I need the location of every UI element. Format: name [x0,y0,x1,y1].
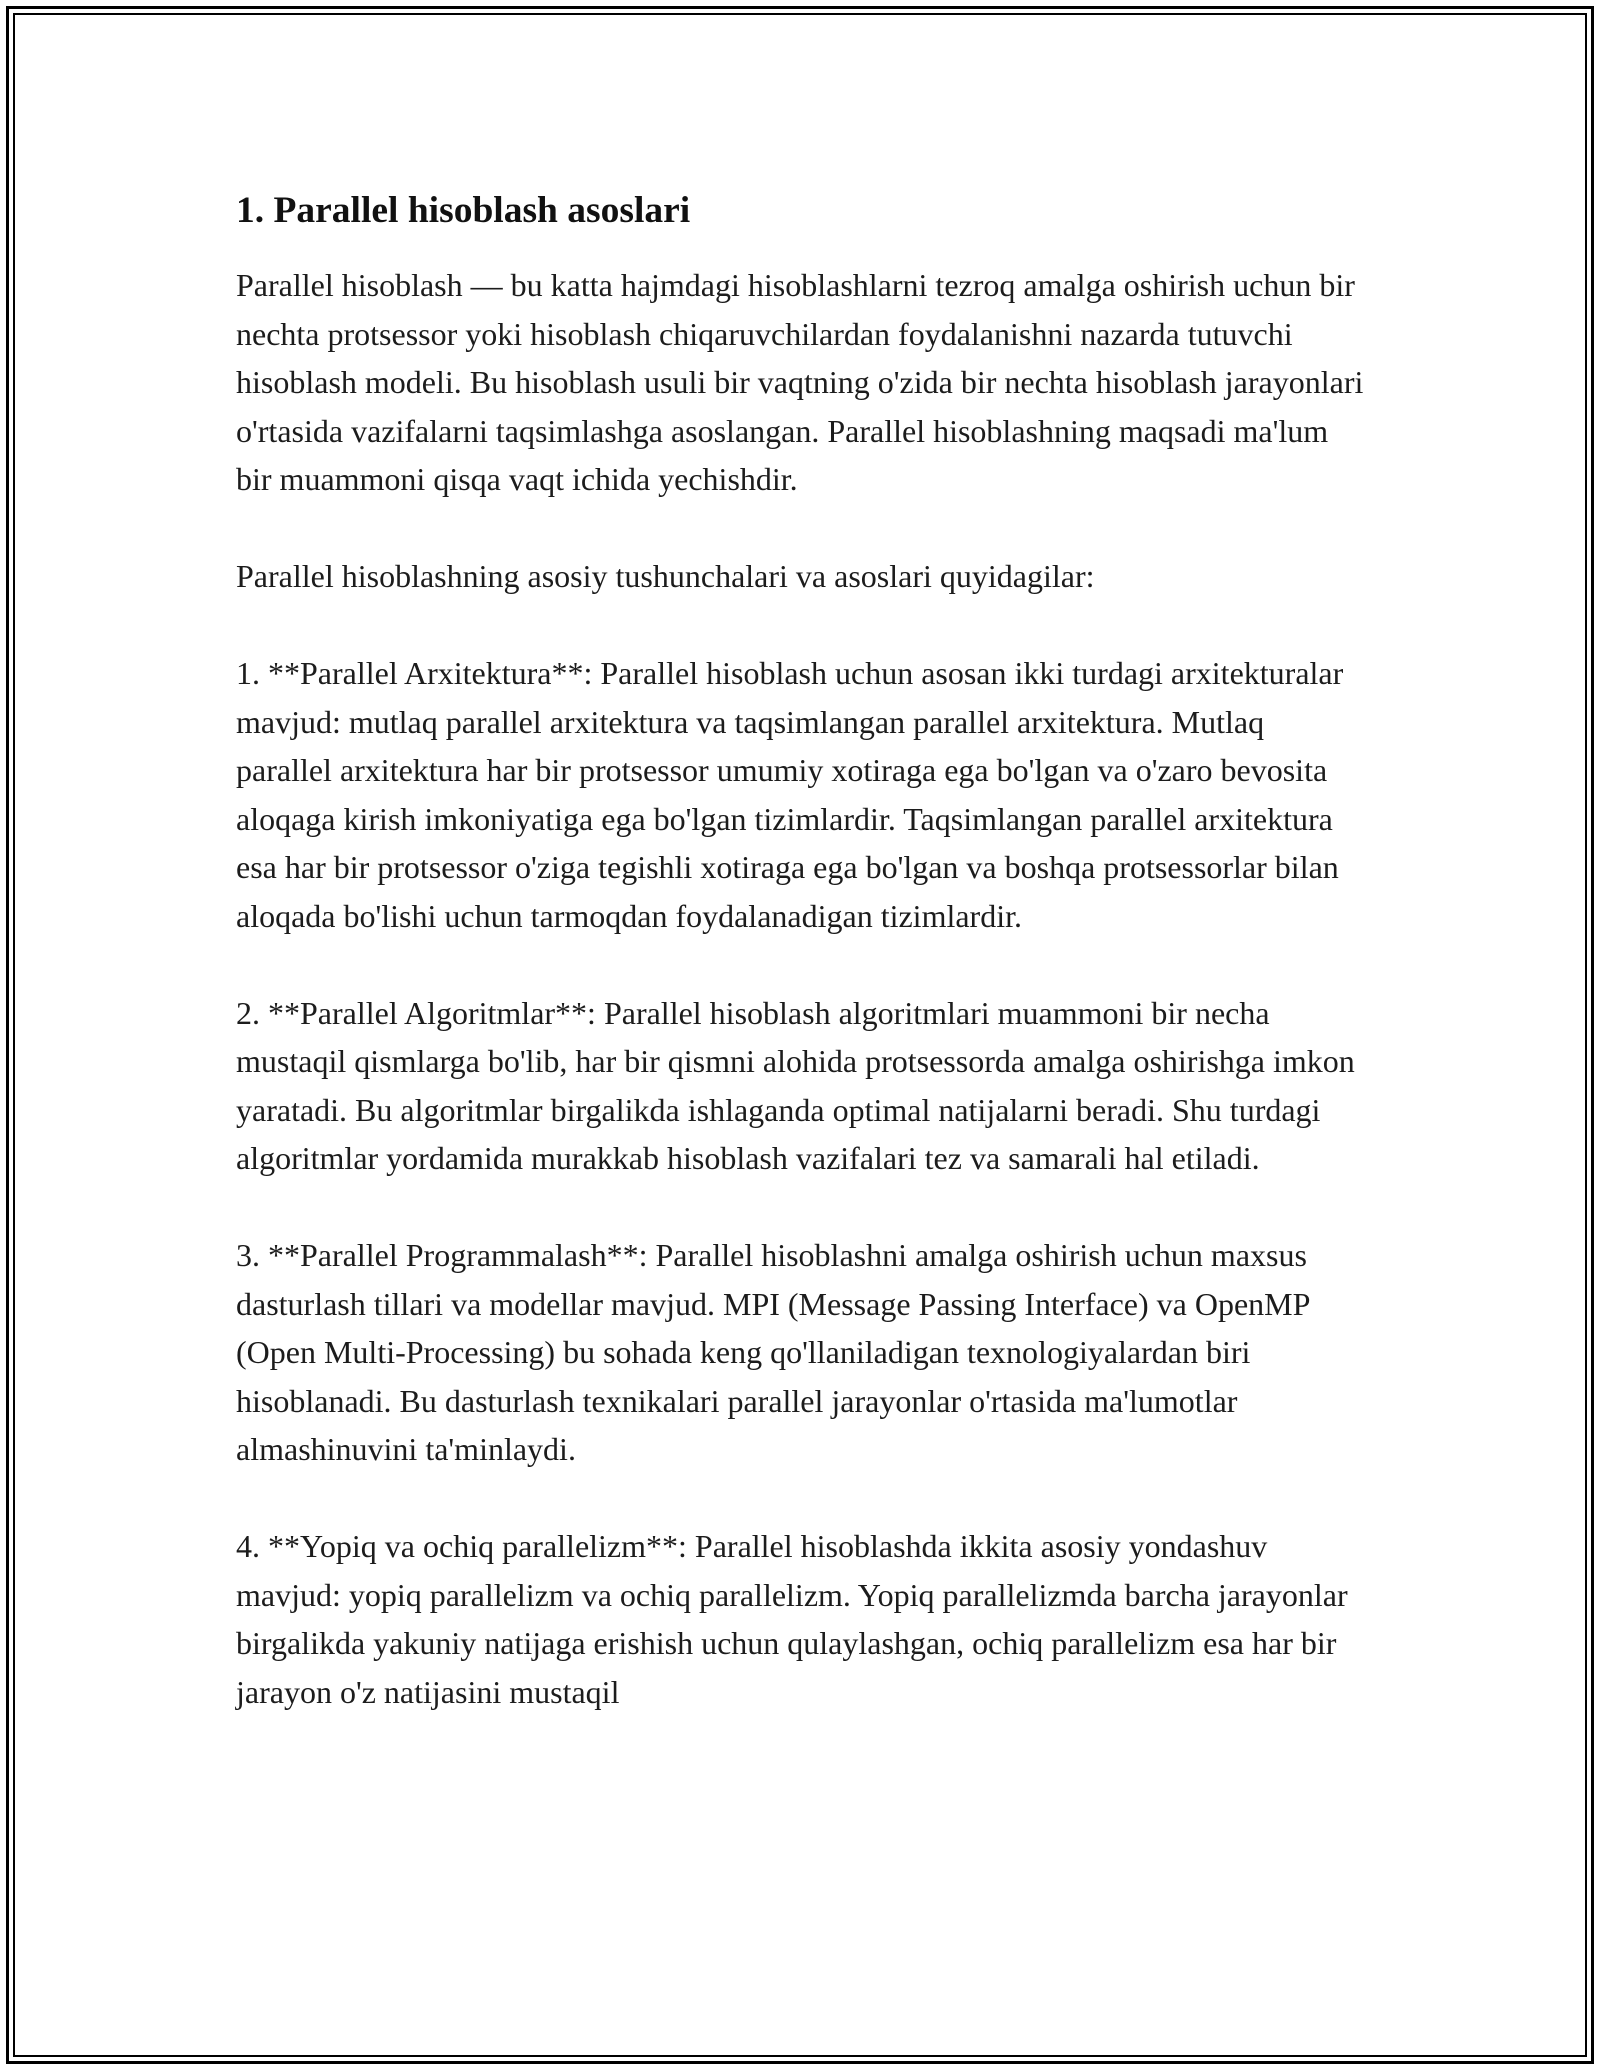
paragraph-item-algorithms: 2. **Parallel Algoritmlar**: Parallel hisoblash algoritmlari muammoni bir necha mustaqil qismlarga bo'lib, har bir qismni alohida protsessorda amalga oshirishga imkon yaratadi. Bu algoritmlar birgalikda ishlaganda optimal natijalarni beradi. Shu turdagi algoritmlar yordamida murakkab hisoblash vazifalari tez va samarali hal etiladi. [236,994,1355,1176]
paragraph-item-architecture: 1. **Parallel Arxitektura**: Parallel hisoblash uchun asosan ikki turdagi arxitekturalar mavjud: mutlaq parallel arxitektura va taqsimlangan parallel arxitektura. Mutlaq parallel arxitektura har bir protsessor umumiy xotiraga ega bo'lgan va o'zaro bevosita aloqaga kirish imkoniyatiga ega bo'lgan tizimlardir. Taqsimlangan parallel arxitektura esa har bir protsessor o'ziga tegishli xotiraga ega bo'lgan va boshqa protsessorlar bilan aloqada bo'lishi uchun tarmoqdan foydalanadigan tizimlardir. [236,655,1344,934]
paragraph-item-parallelism: 4. **Yopiq va ochiq parallelizm**: Parallel hisoblashda ikkita asosiy yondashuv mavjud: yopiq parallelizm va ochiq parallelizm. Yopiq parallelizmda barcha jarayonlar birgalikda yakuniy natijaga erishish uchun qulaylashgan, ochiq parallelizm esa har bir jarayon o'z natijasini mustaqil [236,1528,1348,1710]
section-heading: 1. Parallel hisoblash asoslari [236,190,691,231]
paragraph-intro: Parallel hisoblash — bu katta hajmdagi hisoblashlarni tezroq amalga oshirish uchun bir nechta protsessor yoki hisoblash chiqaruvchilardan foydalanishni nazarda tutuvchi hisoblash modeli. Bu hisoblash usuli bir vaqtning o'zida bir nechta hisoblash jarayonlari o'rtasida vazifalarni taqsimlashga asoslangan. Parallel hisoblashning maqsadi ma'lum bir muammoni qisqa vaqt ichida yechishdir. [236,267,1364,497]
paragraph-lead-in: Parallel hisoblashning asosiy tushunchalari va asoslari quyidagilar: [236,558,1095,594]
document-body [236,187,1366,1765]
paragraph-item-programming: 3. **Parallel Programmalash**: Parallel hisoblashni amalga oshirish uchun maxsus dasturlash tillari va modellar mavjud. MPI (Message Passing Interface) va OpenMP (Open Multi-Processing) bu sohada keng qo'llaniladigan texnologiyalardan biri hisoblanadi. Bu dasturlash texnikalari parallel jarayonlar o'rtasida ma'lumotlar almashinuvini ta'minlaydi. [236,1237,1310,1467]
